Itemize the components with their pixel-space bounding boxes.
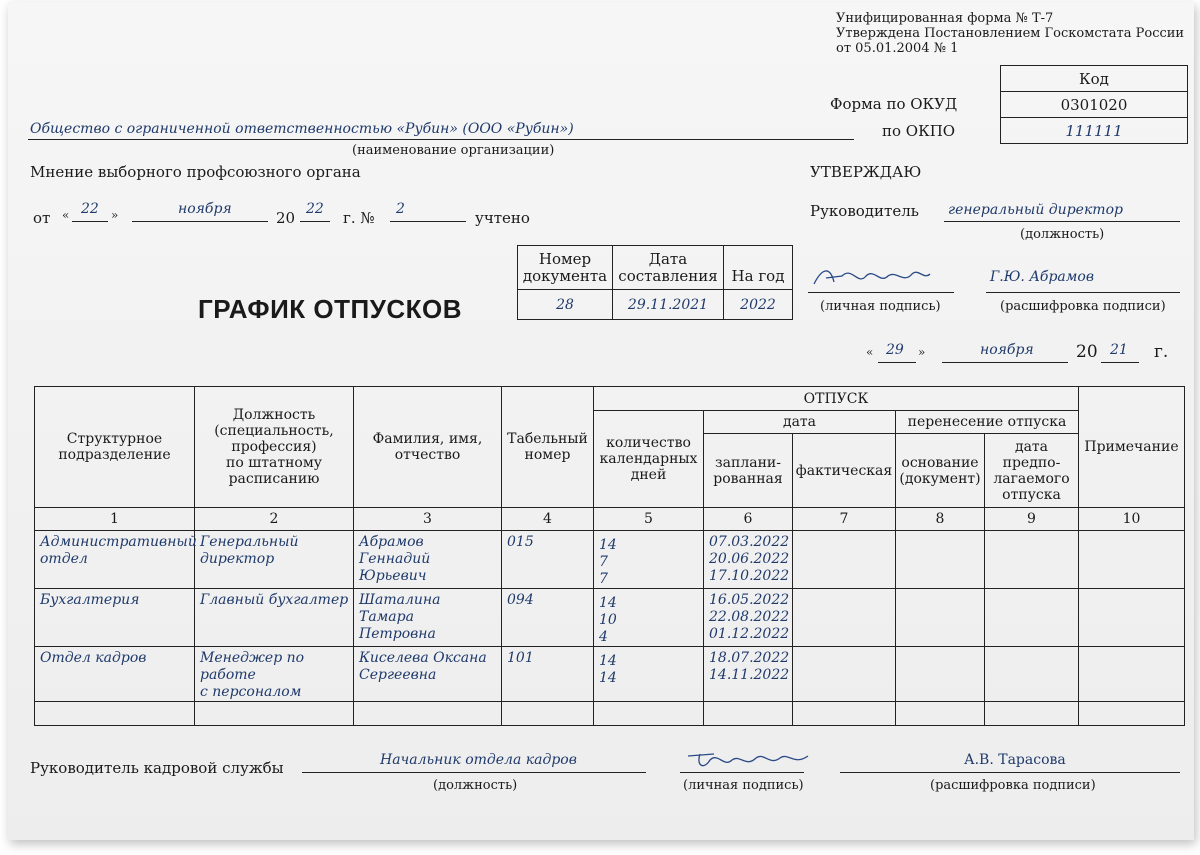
hr-name-caption: (расшифровка подписи)	[930, 778, 1096, 793]
row-dates: 07.03.2022 20.06.2022 17.10.2022	[704, 531, 793, 589]
okud-label: Форма по ОКУД	[830, 95, 958, 113]
approval-signature-line	[808, 292, 954, 293]
kod-header: Код	[1001, 66, 1188, 92]
col-number: 8	[896, 508, 985, 531]
row-days: 14 10 4	[594, 589, 704, 647]
union-year-prefix: 20	[276, 209, 296, 227]
hr-name: А.В. Тарасова	[964, 752, 1066, 768]
row-dept: Отдел кадров	[35, 647, 195, 702]
table-row	[35, 589, 1185, 647]
approval-signature	[808, 262, 938, 292]
header-name: Фамилия, имя, отчество	[354, 387, 502, 508]
approval-signature-stroke	[814, 271, 930, 284]
header-tab: Табельный номер	[502, 387, 594, 508]
col-number: 1	[35, 508, 195, 531]
union-number-line	[390, 221, 466, 222]
union-day: 22	[81, 201, 99, 217]
col-number: 7	[793, 508, 896, 531]
header-days: количество календарных дней	[594, 411, 704, 508]
column-number-row	[35, 508, 1185, 531]
col-number: 4	[502, 508, 594, 531]
row-tab: 015	[502, 531, 594, 589]
col-number: 9	[985, 508, 1079, 531]
approval-position-line	[944, 221, 1180, 222]
row-tab: 101	[502, 647, 594, 702]
okud-value: 0301020	[1001, 92, 1188, 118]
header-actual: фактическая	[793, 434, 896, 508]
row-actual	[793, 647, 896, 702]
row-note	[1079, 531, 1185, 589]
approval-quote-close: »	[918, 345, 926, 359]
row-expected	[985, 531, 1079, 589]
doc-number-header: Номер документа	[518, 246, 613, 290]
union-month: ноября	[178, 201, 232, 217]
col-number: 2	[195, 508, 354, 531]
codes-box	[1000, 65, 1188, 144]
col-number: 10	[1079, 508, 1185, 531]
hr-position: Начальник отдела кадров	[380, 752, 577, 768]
header-planned: заплани- рованная	[704, 434, 793, 508]
row-expected	[985, 589, 1079, 647]
document-info-box	[517, 245, 793, 320]
row-note	[1079, 647, 1185, 702]
row-tab: 094	[502, 589, 594, 647]
row-position: Генеральный директор	[195, 531, 354, 589]
row-name: Киселева Оксана Сергеевна	[354, 647, 502, 702]
header-basis: основание (документ)	[896, 434, 985, 508]
header-transfer: перенесение отпуска	[896, 411, 1079, 434]
header-expected: дата предпо- лагаемого отпуска	[985, 434, 1079, 508]
row-actual	[793, 531, 896, 589]
approval-year-line	[1101, 362, 1139, 363]
document-sheet	[8, 2, 1194, 840]
approval-name: Г.Ю. Абрамов	[990, 269, 1094, 285]
col-number: 3	[354, 508, 502, 531]
header-position: Должность (специальность, профессия) по штатному расписанию	[195, 387, 354, 508]
approval-g-label: г.	[1154, 342, 1169, 362]
row-name: Шаталина Тамара Петровна	[354, 589, 502, 647]
okpo-label: по ОКПО	[882, 122, 956, 140]
row-basis	[896, 647, 985, 702]
table-row	[35, 647, 1185, 702]
hr-signature	[684, 746, 814, 774]
row-position: Главный бухгалтер	[195, 589, 354, 647]
row-name: Абрамов Геннадий Юрьевич	[354, 531, 502, 589]
table-row-empty	[35, 702, 1185, 726]
row-basis	[896, 589, 985, 647]
row-note	[1079, 589, 1185, 647]
col-number: 5	[594, 508, 704, 531]
doc-date-header: Дата составления	[613, 246, 724, 290]
okpo-value: 111111	[1001, 118, 1188, 144]
organization-line	[28, 139, 854, 140]
approval-title: УТВЕРЖДАЮ	[810, 163, 922, 181]
hr-position-caption: (должность)	[433, 778, 518, 793]
hr-signature-stroke	[688, 754, 808, 766]
form-line-1: Унифицированная форма № Т-7	[836, 11, 1054, 26]
doc-number-value: 28	[518, 290, 613, 320]
approval-year-suffix: 21	[1110, 342, 1128, 358]
union-year-suffix: 22	[306, 201, 324, 217]
table-row	[35, 531, 1185, 589]
approval-head-label: Руководитель	[810, 202, 919, 220]
union-quote-open: «	[62, 208, 70, 222]
approval-signature-caption: (личная подпись)	[820, 299, 941, 314]
approval-month-line	[942, 362, 1068, 363]
organization-name: Общество с ограниченной ответственностью «Рубин» (ООО «Рубин»)	[30, 121, 574, 137]
row-dates: 18.07.2022 14.11.2022	[704, 647, 793, 702]
header-otpusk: ОТПУСК	[594, 387, 1079, 411]
union-ot-label: от	[33, 209, 51, 227]
form-line-3: от 05.01.2004 № 1	[836, 41, 959, 56]
approval-position: генеральный директор	[948, 202, 1123, 218]
row-dept: Административный отдел	[35, 531, 195, 589]
row-dept: Бухгалтерия	[35, 589, 195, 647]
row-expected	[985, 647, 1079, 702]
approval-day-line	[878, 362, 916, 363]
row-dates: 16.05.2022 22.08.2022 01.12.2022	[704, 589, 793, 647]
row-days: 14 7 7	[594, 531, 704, 589]
union-uchteno: учтено	[475, 209, 530, 227]
union-month-line	[132, 221, 268, 222]
union-title: Мнение выборного профсоюзного органа	[30, 163, 361, 181]
approval-position-caption: (должность)	[1020, 227, 1105, 242]
row-basis	[896, 531, 985, 589]
form-line-2: Утверждена Постановлением Госкомстата России	[836, 26, 1185, 41]
approval-year-prefix: 20	[1076, 342, 1098, 362]
doc-year-value: 2022	[724, 290, 793, 320]
union-quote-close: »	[111, 208, 119, 222]
hr-name-line	[840, 772, 1180, 773]
approval-name-caption: (расшифровка подписи)	[1000, 299, 1166, 314]
row-position: Менеджер по работе с персоналом	[195, 647, 354, 702]
row-days: 14 14	[594, 647, 704, 702]
doc-year-header: На год	[724, 246, 793, 290]
approval-quote-open: «	[866, 345, 874, 359]
vacation-table	[34, 386, 1185, 726]
approval-month: ноября	[980, 342, 1034, 358]
form-header	[836, 11, 1184, 56]
header-dept: Структурное подразделение	[35, 387, 195, 508]
union-number: 2	[396, 201, 405, 217]
doc-date-value: 29.11.2021	[613, 290, 724, 320]
col-number: 6	[704, 508, 793, 531]
hr-position-line	[302, 772, 646, 773]
approval-day: 29	[886, 342, 904, 358]
organization-caption: (наименование организации)	[352, 143, 555, 158]
header-note: Примечание	[1079, 387, 1185, 508]
union-year-line	[300, 221, 330, 222]
header-date: дата	[704, 411, 896, 434]
document-title: ГРАФИК ОТПУСКОВ	[198, 294, 463, 324]
union-number-label: г. №	[343, 209, 375, 227]
hr-signature-line	[680, 772, 804, 773]
approval-name-line	[986, 292, 1180, 293]
hr-label: Руководитель кадровой службы	[30, 759, 284, 777]
union-day-line	[72, 221, 108, 222]
hr-signature-caption: (личная подпись)	[683, 778, 804, 793]
row-actual	[793, 589, 896, 647]
